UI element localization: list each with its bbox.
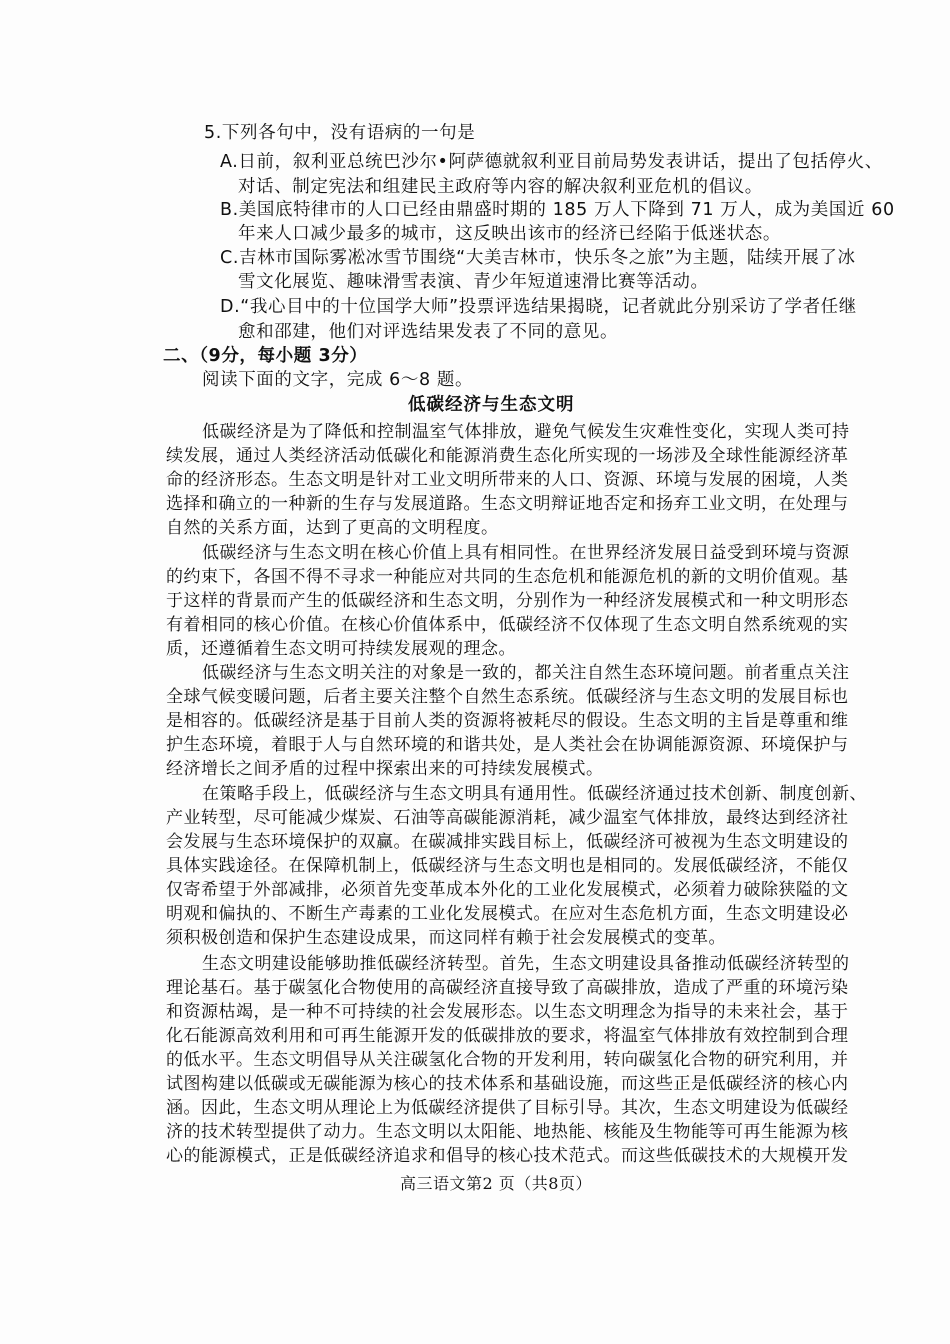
option-a-line-2: 对话、制定宪法和组建民主政府等内容的解决叙利亚危机的倡议。 xyxy=(238,177,763,197)
article-line: 产业转型，尽可能减少煤炭、石油等高碳能源消耗，减少温室气体排放，最终达到经济社 xyxy=(166,808,849,828)
article-line: 生态文明建设能够助推低碳经济转型。首先，生态文明建设具备推动低碳经济转型的 xyxy=(202,954,850,974)
section-2-instruction: 阅读下面的文字，完成 6～8 题。 xyxy=(202,370,474,390)
article-line: 的低水平。生态文明倡导从关注碳氢化合物的开发利用，转向碳氢化合物的研究利用，并 xyxy=(166,1050,849,1070)
option-d-line-1: D.“我心目中的十位国学大师”投票评选结果揭晓，记者就此分别采访了学者任继 xyxy=(220,297,857,317)
option-b-line-2: 年来人口减少最多的城市，这反映出该市的经济已经陷于低迷状态。 xyxy=(238,224,781,244)
article-line: 质，还遵循着生态文明可持续发展观的理念。 xyxy=(166,639,516,659)
article-line: 是相容的。低碳经济是基于目前人类的资源将被耗尽的假设。生态文明的主旨是尊重和维 xyxy=(166,711,849,731)
article-line: 仅寄希望于外部减排，必须首先变革成本外化的工业化发展模式，必须着力破除狭隘的文 xyxy=(166,880,849,900)
article-line: 会发展与生态环境保护的双赢。在碳减排实践目标上，低碳经济可被视为生态文明建设的 xyxy=(166,832,849,852)
article-title: 低碳经济与生态文明 xyxy=(408,395,575,415)
section-2-heading: 二、（9分，每小题 3分） xyxy=(163,346,368,366)
article-line: 护生态环境，着眼于人与自然环境的和谐共处，是人类社会在协调能源资源、环境保护与 xyxy=(166,735,849,755)
article-line: 全球气候变暖问题，后者主要关注整个自然生态系统。低碳经济与生态文明的发展目标也 xyxy=(166,687,849,707)
option-d-line-2: 愈和邵建，他们对评选结果发表了不同的意见。 xyxy=(238,322,619,342)
article-line: 的约束下，各国不得不寻求一种能应对共同的生态危机和能源危机的新的文明价值观。基 xyxy=(166,567,849,587)
question-5-stem: 5.下列各句中，没有语病的一句是 xyxy=(204,123,476,143)
option-b-line-1: B.美国底特律市的人口已经由鼎盛时期的 185 万人下降到 71 万人，成为美国近 60 xyxy=(220,200,895,220)
article-line: 济的技术转型提供了动力。生态文明以太阳能、地热能、核能及生物能等可再生能源为核 xyxy=(166,1122,849,1142)
article-line: 试图构建以低碳或无碳能源为核心的技术体系和基础设施，而这些正是低碳经济的核心内 xyxy=(166,1074,849,1094)
article-line: 于这样的背景而产生的低碳经济和生态文明，分别作为一种经济发展模式和一种文明形态 xyxy=(166,591,849,611)
article-line: 须积极创造和保护生态建设成果，而这同样有赖于社会发展模式的变革。 xyxy=(166,928,726,948)
article-line: 化石能源高效利用和可再生能源开发的低碳排放的要求，将温室气体排放有效控制到合理 xyxy=(166,1026,849,1046)
article-line: 涵。因此，生态文明从理论上为低碳经济提供了目标引导。其次，生态文明建设为低碳经 xyxy=(166,1098,849,1118)
article-line: 和资源枯竭，是一种不可持续的社会发展形态。以生态文明理念为指导的未来社会，基于 xyxy=(166,1002,849,1022)
article-line: 选择和确立的一种新的生存与发展道路。生态文明辩证地否定和扬弃工业文明，在处理与 xyxy=(166,494,849,514)
article-line: 心的能源模式，正是低碳经济追求和倡导的核心技术范式。而这些低碳技术的大规模开发 xyxy=(166,1146,849,1166)
article-line: 低碳经济是为了降低和控制温室气体排放，避免气候发生灾难性变化，实现人类可持 xyxy=(202,422,850,442)
article-line: 理论基石。基于碳氢化合物使用的高碳经济直接导致了高碳排放，造成了严重的环境污染 xyxy=(166,978,849,998)
article-line: 低碳经济与生态文明在核心价值上具有相同性。在世界经济发展日益受到环境与资源 xyxy=(202,543,850,563)
article-line: 经济增长之间矛盾的过程中探索出来的可持续发展模式。 xyxy=(166,759,604,779)
option-c-line-2: 雪文化展览、趣味滑雪表演、青少年短道速滑比赛等活动。 xyxy=(238,272,709,292)
article-line: 命的经济形态。生态文明是针对工业文明所带来的人口、资源、环境与发展的困境，人类 xyxy=(166,470,849,490)
option-c-line-1: C.吉林市国际雾凇冰雪节围绕“大美吉林市，快乐冬之旅”为主题，陆续开展了冰 xyxy=(220,248,856,268)
article-line: 低碳经济与生态文明关注的对象是一致的，都关注自然生态环境问题。前者重点关注 xyxy=(202,663,850,683)
article-line: 有着相同的核心价值。在核心价值体系中，低碳经济不仅体现了生态文明自然系统观的实 xyxy=(166,615,849,635)
page-footer: 高三语文第2 页（共8页） xyxy=(400,1174,592,1193)
article-line: 在策略手段上，低碳经济与生态文明具有通用性。低碳经济通过技术创新、制度创新、 xyxy=(202,784,867,804)
article-line: 续发展，通过人类经济活动低碳化和能源消费生态化所实现的一场涉及全球性能源经济革 xyxy=(166,446,849,466)
article-line: 明观和偏执的、不断生产毒素的工业化发展模式。在应对生态危机方面，生态文明建设必 xyxy=(166,904,849,924)
option-a-line-1: A.日前，叙利亚总统巴沙尔•阿萨德就叙利亚目前局势发表讲话，提出了包括停火、 xyxy=(220,152,883,172)
article-line: 具体实践途径。在保障机制上，低碳经济与生态文明也是相同的。发展低碳经济，不能仅 xyxy=(166,856,849,876)
article-line: 自然的关系方面，达到了更高的文明程度。 xyxy=(166,518,499,538)
